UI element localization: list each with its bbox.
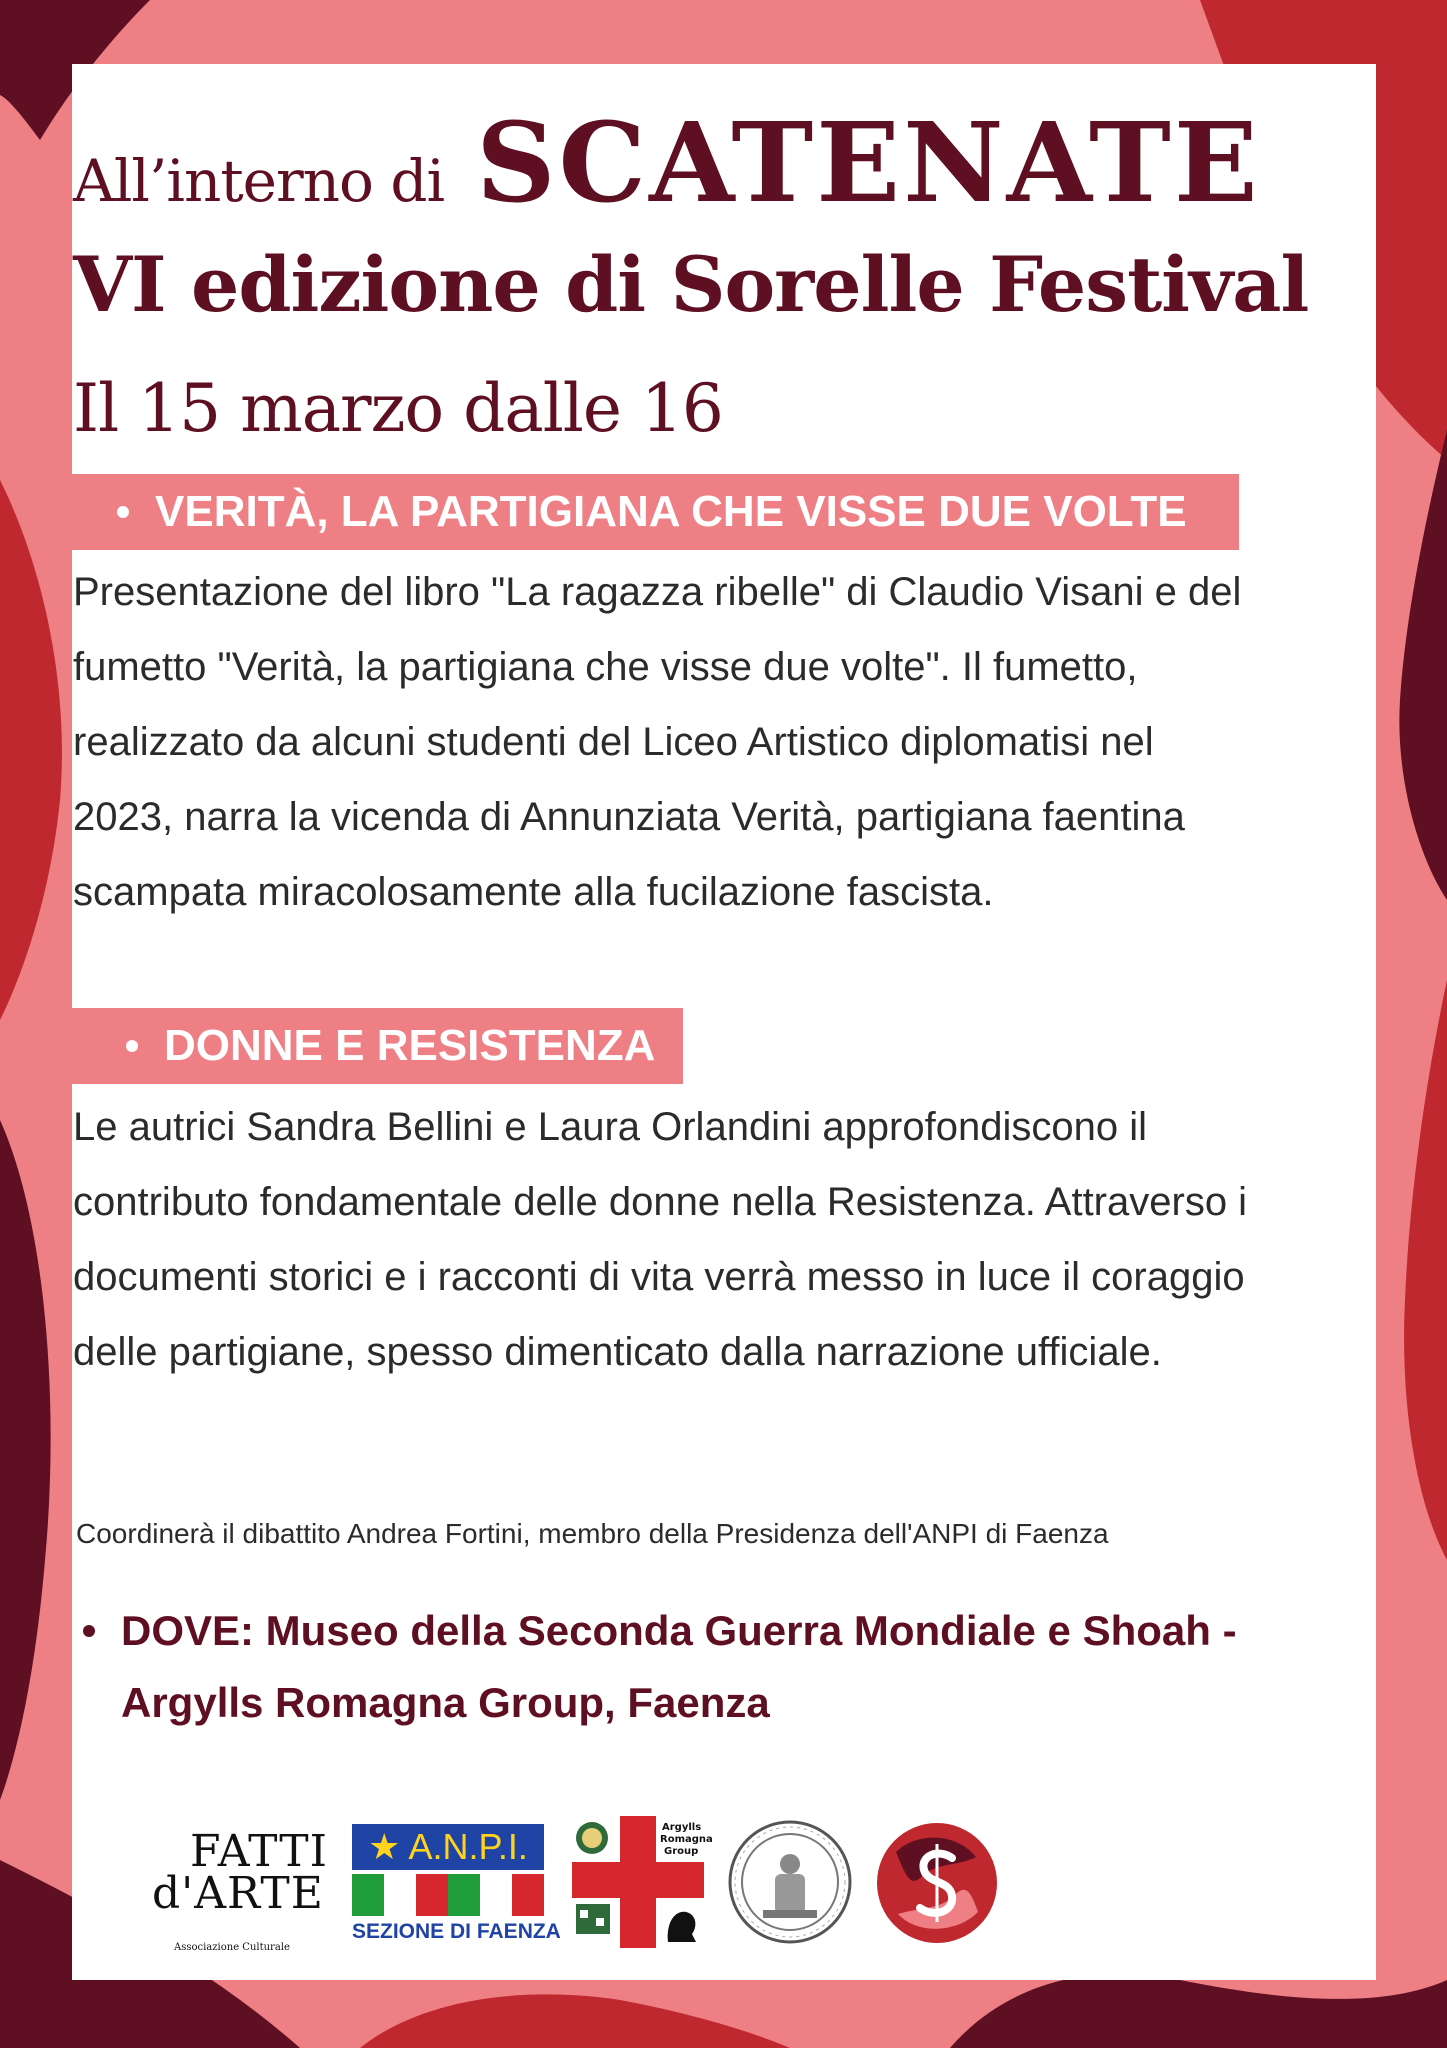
anpi-logo <box>352 1824 561 1944</box>
event-date: Il 15 marzo dalle 16 <box>73 370 723 447</box>
location-text: DOVE: Museo della Seconda Guerra Mondiale e Shoah - Argylls Romagna Group, Faenza <box>121 1607 1237 1726</box>
event-description: Presentazione del libro "La ragazza ribelle" di Claudio Visani e del fumetto "Verità, la partigiana che visse due volte". Il fumetto, realizzato da alcuni studenti del Liceo Artistico diplomatisi nel 2023, narra la vicenda di Annunziata Verità, partigiana faentina scampata miracolosamente alla fucilazione fascista. <box>73 570 1242 914</box>
location-info <box>73 1595 1253 1739</box>
anpi-name: ★ A.N.P.I. <box>352 1824 544 1870</box>
argylls-logo <box>570 1814 713 1950</box>
heading-intro: All’interno di <box>73 147 445 215</box>
edition-title: VI edizione di Sorelle Festival <box>73 240 1309 329</box>
heading-festival <box>73 98 1261 258</box>
bullet-icon <box>117 506 129 518</box>
festival-name: SCATENATE <box>476 98 1261 227</box>
partner-logos <box>140 1810 1140 1960</box>
anpi-section: SEZIONE DI FAENZA <box>352 1920 561 1943</box>
event-title: VERITÀ, LA PARTIGIANA CHE VISSE DUE VOLTE <box>155 487 1187 536</box>
bullet-icon <box>83 1625 95 1637</box>
faenza-seal <box>725 1814 855 1950</box>
bullet-icon <box>126 1040 138 1052</box>
event-description: Le autrici Sandra Bellini e Laura Orlandini approfondiscono il contributo fondamentale delle donne nella Resistenza. Attraverso i documenti storici e i racconti di vita verrà messo in luce il coraggio delle partigiane, spesso dimenticato dalla narrazione ufficiale. <box>73 1105 1248 1374</box>
fatti-darte-tagline: Associazione Culturale <box>174 1942 290 1953</box>
event-title-band <box>72 1008 683 1084</box>
sorelle-festival-logo <box>876 1822 998 1944</box>
svg-text:Group: Group <box>664 1846 699 1857</box>
svg-text:Argylls: Argylls <box>662 1822 702 1833</box>
svg-text:Romagna: Romagna <box>660 1834 713 1845</box>
moderator-note: Coordinerà il dibattito Andrea Fortini, membro della Presidenza dell'ANPI di Faenza <box>76 1518 1109 1549</box>
italian-flag-icon <box>352 1874 544 1916</box>
fatti-darte-line1: FATTI <box>190 1826 328 1877</box>
fatti-darte-logo <box>140 1820 328 1953</box>
fatti-darte-line2: d'ARTE <box>152 1868 324 1919</box>
event-title-band <box>63 474 1239 550</box>
event-title: DONNE E RESISTENZA <box>164 1021 656 1070</box>
